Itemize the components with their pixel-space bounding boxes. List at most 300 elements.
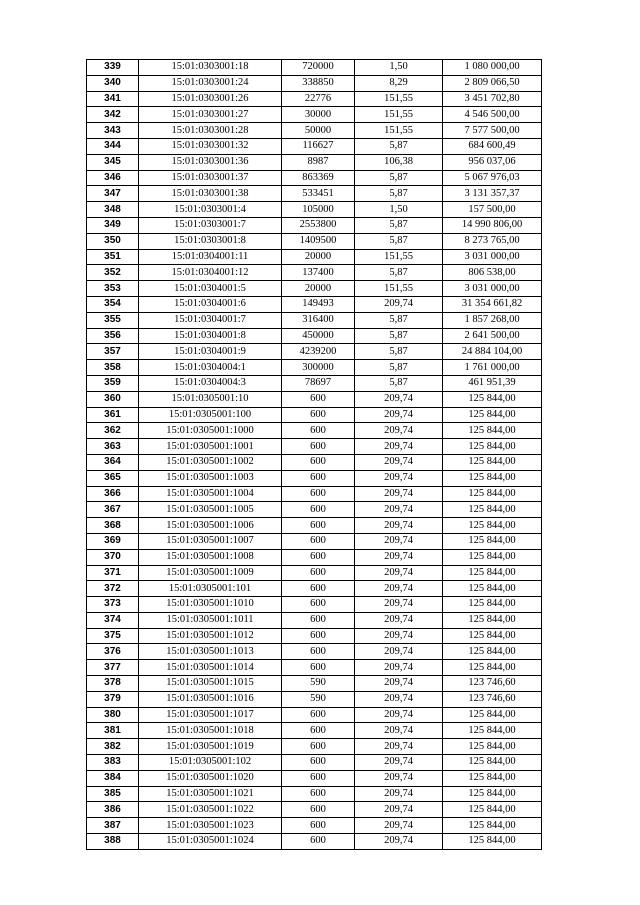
row-number-cell: 376	[87, 644, 139, 660]
area-cell: 1409500	[282, 233, 355, 249]
rate-cell: 209,74	[355, 486, 443, 502]
area-cell: 600	[282, 470, 355, 486]
rate-cell: 5,87	[355, 344, 443, 360]
area-cell: 20000	[282, 249, 355, 265]
cadastral-number-cell: 15:01:0304001:6	[139, 296, 282, 312]
cadastral-number-cell: 15:01:0305001:1012	[139, 628, 282, 644]
rate-cell: 209,74	[355, 691, 443, 707]
value-cell: 7 577 500,00	[443, 123, 542, 139]
cadastral-number-cell: 15:01:0303001:24	[139, 75, 282, 91]
value-cell: 125 844,00	[443, 786, 542, 802]
row-number-cell: 343	[87, 123, 139, 139]
area-cell: 22776	[282, 91, 355, 107]
table-row	[87, 170, 542, 186]
value-cell: 3 131 357,37	[443, 186, 542, 202]
cadastral-number-cell: 15:01:0305001:1023	[139, 818, 282, 834]
cadastral-number-cell: 15:01:0305001:10	[139, 391, 282, 407]
row-number-cell: 375	[87, 628, 139, 644]
rate-cell: 1,50	[355, 60, 443, 76]
row-number-cell: 367	[87, 502, 139, 518]
value-cell: 125 844,00	[443, 597, 542, 613]
table-row	[87, 644, 542, 660]
table-row	[87, 375, 542, 391]
rate-cell: 209,74	[355, 296, 443, 312]
area-cell: 338850	[282, 75, 355, 91]
row-number-cell: 379	[87, 691, 139, 707]
area-cell: 600	[282, 770, 355, 786]
row-number-cell: 386	[87, 802, 139, 818]
row-number-cell: 346	[87, 170, 139, 186]
table-row	[87, 612, 542, 628]
area-cell: 720000	[282, 60, 355, 76]
row-number-cell: 349	[87, 217, 139, 233]
value-cell: 125 844,00	[443, 518, 542, 534]
rate-cell: 5,87	[355, 312, 443, 328]
row-number-cell: 374	[87, 612, 139, 628]
table-body	[87, 60, 542, 850]
rate-cell: 209,74	[355, 786, 443, 802]
table-row	[87, 739, 542, 755]
area-cell: 863369	[282, 170, 355, 186]
row-number-cell: 365	[87, 470, 139, 486]
area-cell: 600	[282, 502, 355, 518]
value-cell: 125 844,00	[443, 502, 542, 518]
area-cell: 450000	[282, 328, 355, 344]
table-row	[87, 597, 542, 613]
table-row	[87, 107, 542, 123]
row-number-cell: 385	[87, 786, 139, 802]
value-cell: 125 844,00	[443, 644, 542, 660]
table-row	[87, 818, 542, 834]
rate-cell: 209,74	[355, 707, 443, 723]
value-cell: 3 031 000,00	[443, 281, 542, 297]
area-cell: 600	[282, 755, 355, 771]
cadastral-number-cell: 15:01:0303001:26	[139, 91, 282, 107]
area-cell: 600	[282, 644, 355, 660]
table-row	[87, 391, 542, 407]
row-number-cell: 366	[87, 486, 139, 502]
cadastral-number-cell: 15:01:0305001:1001	[139, 439, 282, 455]
cadastral-number-cell: 15:01:0304001:11	[139, 249, 282, 265]
value-cell: 125 844,00	[443, 407, 542, 423]
row-number-cell: 371	[87, 565, 139, 581]
cadastral-number-cell: 15:01:0305001:1020	[139, 770, 282, 786]
value-cell: 125 844,00	[443, 802, 542, 818]
table-row	[87, 344, 542, 360]
area-cell: 600	[282, 486, 355, 502]
value-cell: 956 037,06	[443, 154, 542, 170]
area-cell: 137400	[282, 265, 355, 281]
value-cell: 125 844,00	[443, 834, 542, 850]
cadastral-number-cell: 15:01:0304004:1	[139, 360, 282, 376]
rate-cell: 151,55	[355, 91, 443, 107]
rate-cell: 151,55	[355, 107, 443, 123]
cadastral-number-cell: 15:01:0305001:1007	[139, 533, 282, 549]
rate-cell: 151,55	[355, 249, 443, 265]
table-row	[87, 75, 542, 91]
rate-cell: 209,74	[355, 739, 443, 755]
value-cell: 2 641 500,00	[443, 328, 542, 344]
rate-cell: 209,74	[355, 597, 443, 613]
cadastral-number-cell: 15:01:0303001:38	[139, 186, 282, 202]
table-row	[87, 360, 542, 376]
value-cell: 1 761 000,00	[443, 360, 542, 376]
area-cell: 600	[282, 802, 355, 818]
area-cell: 149493	[282, 296, 355, 312]
value-cell: 123 746,60	[443, 676, 542, 692]
table-row	[87, 691, 542, 707]
row-number-cell: 370	[87, 549, 139, 565]
cadastral-number-cell: 15:01:0303001:8	[139, 233, 282, 249]
table-row	[87, 91, 542, 107]
value-cell: 1 857 268,00	[443, 312, 542, 328]
rate-cell: 5,87	[355, 138, 443, 154]
cadastral-number-cell: 15:01:0304004:3	[139, 375, 282, 391]
rate-cell: 209,74	[355, 660, 443, 676]
cadastral-number-cell: 15:01:0305001:1024	[139, 834, 282, 850]
rate-cell: 209,74	[355, 439, 443, 455]
rate-cell: 209,74	[355, 407, 443, 423]
cadastral-number-cell: 15:01:0304001:12	[139, 265, 282, 281]
row-number-cell: 383	[87, 755, 139, 771]
row-number-cell: 378	[87, 676, 139, 692]
area-cell: 600	[282, 391, 355, 407]
rate-cell: 209,74	[355, 676, 443, 692]
table-row	[87, 723, 542, 739]
value-cell: 123 746,60	[443, 691, 542, 707]
row-number-cell: 387	[87, 818, 139, 834]
rate-cell: 209,74	[355, 770, 443, 786]
area-cell: 600	[282, 739, 355, 755]
rate-cell: 209,74	[355, 644, 443, 660]
row-number-cell: 348	[87, 202, 139, 218]
value-cell: 125 844,00	[443, 470, 542, 486]
value-cell: 125 844,00	[443, 439, 542, 455]
cadastral-value-table	[86, 59, 542, 850]
table-row	[87, 439, 542, 455]
cadastral-number-cell: 15:01:0303001:18	[139, 60, 282, 76]
row-number-cell: 352	[87, 265, 139, 281]
area-cell: 116627	[282, 138, 355, 154]
rate-cell: 151,55	[355, 281, 443, 297]
value-cell: 125 844,00	[443, 660, 542, 676]
row-number-cell: 363	[87, 439, 139, 455]
area-cell: 600	[282, 407, 355, 423]
rate-cell: 1,50	[355, 202, 443, 218]
row-number-cell: 369	[87, 533, 139, 549]
value-cell: 461 951,39	[443, 375, 542, 391]
area-cell: 600	[282, 834, 355, 850]
rate-cell: 209,74	[355, 818, 443, 834]
rate-cell: 209,74	[355, 565, 443, 581]
cadastral-number-cell: 15:01:0305001:1006	[139, 518, 282, 534]
cadastral-number-cell: 15:01:0303001:28	[139, 123, 282, 139]
table-row	[87, 202, 542, 218]
table-row	[87, 802, 542, 818]
area-cell: 600	[282, 628, 355, 644]
value-cell: 14 990 806,00	[443, 217, 542, 233]
value-cell: 125 844,00	[443, 581, 542, 597]
area-cell: 600	[282, 723, 355, 739]
table-row	[87, 186, 542, 202]
cadastral-number-cell: 15:01:0305001:1004	[139, 486, 282, 502]
rate-cell: 209,74	[355, 533, 443, 549]
rate-cell: 151,55	[355, 123, 443, 139]
area-cell: 600	[282, 565, 355, 581]
area-cell: 8987	[282, 154, 355, 170]
row-number-cell: 382	[87, 739, 139, 755]
rate-cell: 5,87	[355, 233, 443, 249]
row-number-cell: 364	[87, 454, 139, 470]
value-cell: 125 844,00	[443, 739, 542, 755]
value-cell: 5 067 976,03	[443, 170, 542, 186]
value-cell: 125 844,00	[443, 423, 542, 439]
rate-cell: 8,29	[355, 75, 443, 91]
row-number-cell: 347	[87, 186, 139, 202]
value-cell: 2 809 066,50	[443, 75, 542, 91]
area-cell: 590	[282, 691, 355, 707]
table-row	[87, 233, 542, 249]
rate-cell: 5,87	[355, 217, 443, 233]
table-row	[87, 154, 542, 170]
table-row	[87, 565, 542, 581]
row-number-cell: 341	[87, 91, 139, 107]
table-row	[87, 581, 542, 597]
rate-cell: 209,74	[355, 755, 443, 771]
area-cell: 600	[282, 818, 355, 834]
table-row	[87, 312, 542, 328]
row-number-cell: 356	[87, 328, 139, 344]
table-row	[87, 502, 542, 518]
row-number-cell: 368	[87, 518, 139, 534]
table-row	[87, 628, 542, 644]
rate-cell: 5,87	[355, 375, 443, 391]
value-cell: 125 844,00	[443, 486, 542, 502]
value-cell: 806 538,00	[443, 265, 542, 281]
area-cell: 105000	[282, 202, 355, 218]
rate-cell: 209,74	[355, 502, 443, 518]
value-cell: 125 844,00	[443, 755, 542, 771]
cadastral-number-cell: 15:01:0305001:1005	[139, 502, 282, 518]
table-row	[87, 770, 542, 786]
table-row	[87, 60, 542, 76]
row-number-cell: 342	[87, 107, 139, 123]
value-cell: 157 500,00	[443, 202, 542, 218]
row-number-cell: 350	[87, 233, 139, 249]
area-cell: 600	[282, 581, 355, 597]
cadastral-number-cell: 15:01:0305001:102	[139, 755, 282, 771]
area-cell: 2553800	[282, 217, 355, 233]
rate-cell: 209,74	[355, 723, 443, 739]
row-number-cell: 359	[87, 375, 139, 391]
table-row	[87, 249, 542, 265]
value-cell: 125 844,00	[443, 533, 542, 549]
cadastral-number-cell: 15:01:0305001:1021	[139, 786, 282, 802]
cadastral-number-cell: 15:01:0304001:8	[139, 328, 282, 344]
table-row	[87, 217, 542, 233]
table-row	[87, 834, 542, 850]
rate-cell: 209,74	[355, 470, 443, 486]
row-number-cell: 353	[87, 281, 139, 297]
cadastral-number-cell: 15:01:0303001:37	[139, 170, 282, 186]
cadastral-number-cell: 15:01:0305001:1013	[139, 644, 282, 660]
table-row	[87, 123, 542, 139]
row-number-cell: 377	[87, 660, 139, 676]
cadastral-number-cell: 15:01:0303001:36	[139, 154, 282, 170]
cadastral-number-cell: 15:01:0305001:1002	[139, 454, 282, 470]
area-cell: 20000	[282, 281, 355, 297]
cadastral-number-cell: 15:01:0305001:1017	[139, 707, 282, 723]
cadastral-number-cell: 15:01:0305001:1014	[139, 660, 282, 676]
table-row	[87, 486, 542, 502]
table-row	[87, 454, 542, 470]
row-number-cell: 360	[87, 391, 139, 407]
area-cell: 50000	[282, 123, 355, 139]
cadastral-number-cell: 15:01:0304001:9	[139, 344, 282, 360]
area-cell: 600	[282, 518, 355, 534]
cadastral-number-cell: 15:01:0305001:1010	[139, 597, 282, 613]
cadastral-number-cell: 15:01:0303001:4	[139, 202, 282, 218]
rate-cell: 5,87	[355, 360, 443, 376]
table-row	[87, 265, 542, 281]
table-row	[87, 755, 542, 771]
row-number-cell: 361	[87, 407, 139, 423]
cadastral-number-cell: 15:01:0303001:27	[139, 107, 282, 123]
rate-cell: 5,87	[355, 328, 443, 344]
area-cell: 600	[282, 612, 355, 628]
cadastral-number-cell: 15:01:0305001:101	[139, 581, 282, 597]
rate-cell: 209,74	[355, 802, 443, 818]
cadastral-number-cell: 15:01:0305001:1009	[139, 565, 282, 581]
value-cell: 4 546 500,00	[443, 107, 542, 123]
table-row	[87, 533, 542, 549]
row-number-cell: 357	[87, 344, 139, 360]
area-cell: 600	[282, 660, 355, 676]
table-row	[87, 676, 542, 692]
area-cell: 600	[282, 533, 355, 549]
value-cell: 125 844,00	[443, 707, 542, 723]
row-number-cell: 362	[87, 423, 139, 439]
table-row	[87, 786, 542, 802]
table-row	[87, 296, 542, 312]
area-cell: 4239200	[282, 344, 355, 360]
rate-cell: 5,87	[355, 186, 443, 202]
cadastral-number-cell: 15:01:0305001:1015	[139, 676, 282, 692]
table-row	[87, 138, 542, 154]
area-cell: 600	[282, 786, 355, 802]
area-cell: 30000	[282, 107, 355, 123]
table-row	[87, 470, 542, 486]
area-cell: 533451	[282, 186, 355, 202]
area-cell: 316400	[282, 312, 355, 328]
area-cell: 600	[282, 597, 355, 613]
area-cell: 600	[282, 423, 355, 439]
rate-cell: 209,74	[355, 612, 443, 628]
table-row	[87, 707, 542, 723]
row-number-cell: 372	[87, 581, 139, 597]
rate-cell: 209,74	[355, 391, 443, 407]
row-number-cell: 380	[87, 707, 139, 723]
row-number-cell: 373	[87, 597, 139, 613]
value-cell: 8 273 765,00	[443, 233, 542, 249]
cadastral-number-cell: 15:01:0303001:32	[139, 138, 282, 154]
value-cell: 125 844,00	[443, 549, 542, 565]
row-number-cell: 340	[87, 75, 139, 91]
value-cell: 125 844,00	[443, 454, 542, 470]
row-number-cell: 355	[87, 312, 139, 328]
cadastral-number-cell: 15:01:0305001:1003	[139, 470, 282, 486]
value-cell: 3 031 000,00	[443, 249, 542, 265]
value-cell: 31 354 661,82	[443, 296, 542, 312]
value-cell: 125 844,00	[443, 628, 542, 644]
cadastral-number-cell: 15:01:0305001:1019	[139, 739, 282, 755]
row-number-cell: 354	[87, 296, 139, 312]
value-cell: 125 844,00	[443, 391, 542, 407]
rate-cell: 209,74	[355, 834, 443, 850]
row-number-cell: 381	[87, 723, 139, 739]
row-number-cell: 351	[87, 249, 139, 265]
rate-cell: 106,38	[355, 154, 443, 170]
value-cell: 125 844,00	[443, 723, 542, 739]
table-row	[87, 407, 542, 423]
area-cell: 600	[282, 454, 355, 470]
area-cell: 78697	[282, 375, 355, 391]
area-cell: 600	[282, 707, 355, 723]
row-number-cell: 339	[87, 60, 139, 76]
row-number-cell: 384	[87, 770, 139, 786]
table-row	[87, 328, 542, 344]
table-row	[87, 281, 542, 297]
cadastral-number-cell: 15:01:0305001:1022	[139, 802, 282, 818]
area-cell: 600	[282, 439, 355, 455]
cadastral-number-cell: 15:01:0304001:5	[139, 281, 282, 297]
rate-cell: 5,87	[355, 170, 443, 186]
value-cell: 125 844,00	[443, 565, 542, 581]
cadastral-number-cell: 15:01:0305001:1016	[139, 691, 282, 707]
row-number-cell: 345	[87, 154, 139, 170]
rate-cell: 209,74	[355, 628, 443, 644]
table-row	[87, 549, 542, 565]
cadastral-number-cell: 15:01:0304001:7	[139, 312, 282, 328]
cadastral-number-cell: 15:01:0305001:1000	[139, 423, 282, 439]
table-row	[87, 518, 542, 534]
cadastral-number-cell: 15:01:0305001:100	[139, 407, 282, 423]
cadastral-number-cell: 15:01:0303001:7	[139, 217, 282, 233]
rate-cell: 209,74	[355, 549, 443, 565]
value-cell: 125 844,00	[443, 818, 542, 834]
table-row	[87, 423, 542, 439]
row-number-cell: 358	[87, 360, 139, 376]
cadastral-number-cell: 15:01:0305001:1018	[139, 723, 282, 739]
rate-cell: 209,74	[355, 454, 443, 470]
rate-cell: 209,74	[355, 518, 443, 534]
value-cell: 125 844,00	[443, 612, 542, 628]
table-row	[87, 660, 542, 676]
value-cell: 125 844,00	[443, 770, 542, 786]
row-number-cell: 388	[87, 834, 139, 850]
value-cell: 1 080 000,00	[443, 60, 542, 76]
value-cell: 3 451 702,80	[443, 91, 542, 107]
value-cell: 684 600,49	[443, 138, 542, 154]
rate-cell: 5,87	[355, 265, 443, 281]
value-cell: 24 884 104,00	[443, 344, 542, 360]
area-cell: 600	[282, 549, 355, 565]
row-number-cell: 344	[87, 138, 139, 154]
cadastral-number-cell: 15:01:0305001:1011	[139, 612, 282, 628]
cadastral-number-cell: 15:01:0305001:1008	[139, 549, 282, 565]
rate-cell: 209,74	[355, 423, 443, 439]
area-cell: 300000	[282, 360, 355, 376]
